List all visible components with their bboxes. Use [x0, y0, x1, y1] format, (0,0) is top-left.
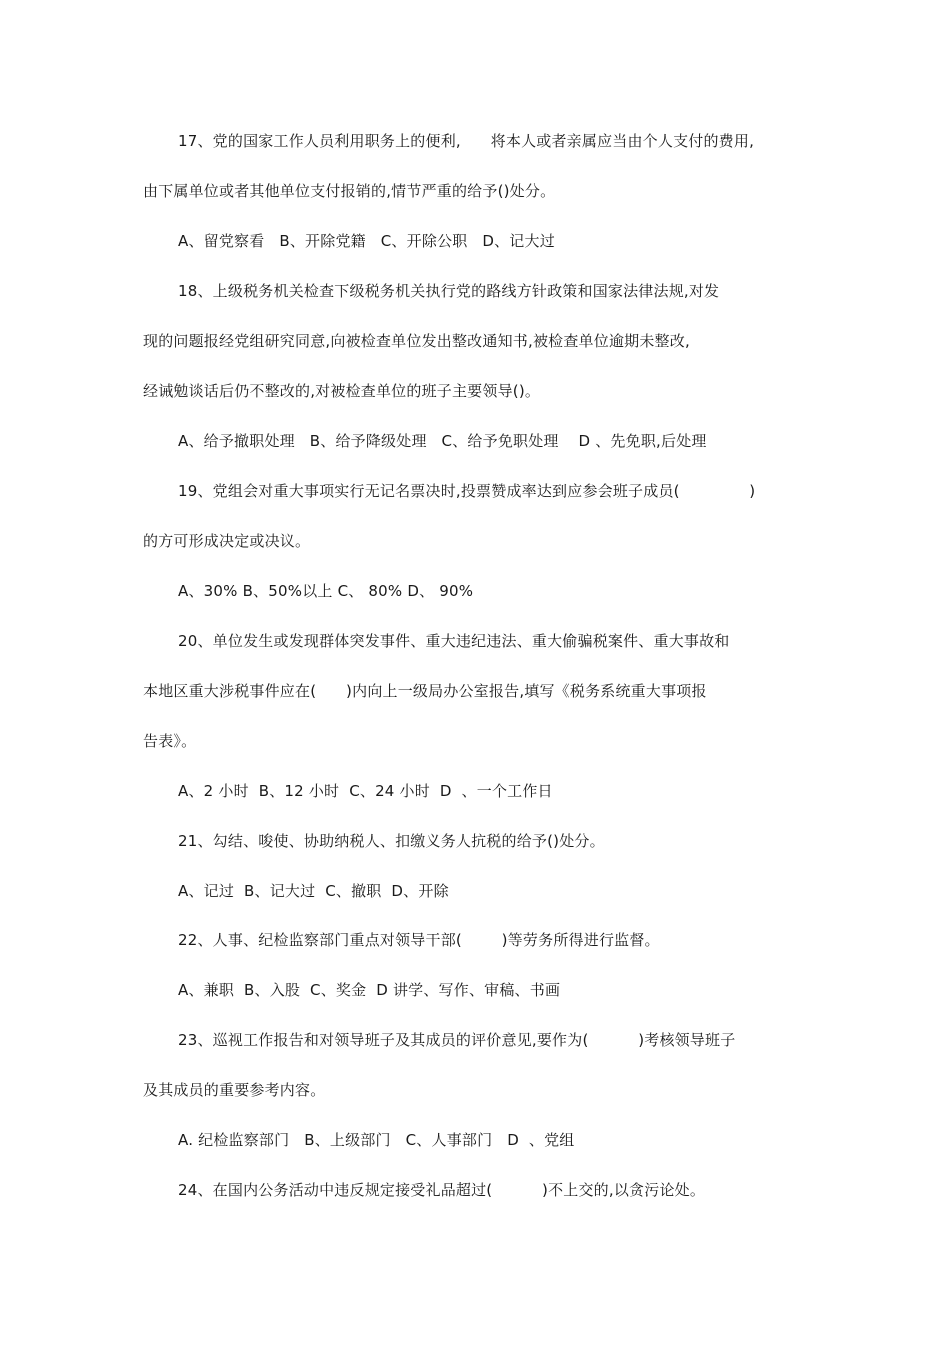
q19-stem-line-1: 19、党组会对重大事项实行无记名票决时,投票赞成率达到应参会班子成员( ) [178, 482, 756, 500]
q18-options: A、给予撤职处理 B、给予降级处理 C、给予免职处理 D 、先免职,后处理 [178, 432, 707, 450]
q20-stem-line-2: 本地区重大涉税事件应在( )内向上一级局办公室报告,填写《税务系统重大事项报 [143, 682, 707, 700]
q21-options: A、记过 B、记大过 C、撤职 D、开除 [178, 882, 449, 900]
q20-stem-line-3: 告表》。 [143, 732, 197, 750]
q20-options: A、2 小时 B、12 小时 C、24 小时 D 、一个工作日 [178, 782, 553, 800]
q17-options: A、留党察看 B、开除党籍 C、开除公职 D、记大过 [178, 232, 555, 250]
q18-stem-line-1: 18、上级税务机关检查下级税务机关执行党的路线方针政策和国家法律法规,对发 [178, 282, 720, 300]
q18-stem-line-3: 经诫勉谈话后仍不整改的,对被检查单位的班子主要领导()。 [143, 382, 541, 400]
q22-stem: 22、人事、纪检监察部门重点对领导干部( )等劳务所得进行监督。 [178, 931, 660, 949]
q23-stem-line-2: 及其成员的重要参考内容。 [143, 1081, 326, 1099]
q17-stem-line-2: 由下属单位或者其他单位支付报销的,情节严重的给予()处分。 [143, 182, 556, 200]
q19-options: A、30% B、50%以上 C、 80% D、 90% [178, 582, 474, 600]
q22-options: A、兼职 B、入股 C、奖金 D 讲学、写作、审稿、书画 [178, 981, 561, 999]
q19-stem-line-2: 的方可形成决定或决议。 [143, 532, 311, 550]
q18-stem-line-2: 现的问题报经党组研究同意,向被检查单位发出整改通知书,被检查单位逾期未整改, [143, 332, 690, 350]
q20-stem-line-1: 20、单位发生或发现群体突发事件、重大违纪违法、重大偷骗税案件、重大事故和 [178, 632, 730, 650]
q23-stem-line-1: 23、巡视工作报告和对领导班子及其成员的评价意见,要作为( )考核领导班子 [178, 1031, 736, 1049]
q24-stem: 24、在国内公务活动中违反规定接受礼品超过( )不上交的,以贪污论处。 [178, 1181, 706, 1199]
q17-stem-line-1: 17、党的国家工作人员利用职务上的便利, 将本人或者亲属应当由个人支付的费用, [178, 132, 755, 150]
q23-options: A. 纪检监察部门 B、上级部门 C、人事部门 D 、党组 [178, 1131, 575, 1149]
q21-stem: 21、勾结、唆使、协助纳税人、扣缴义务人抗税的给予()处分。 [178, 832, 605, 850]
